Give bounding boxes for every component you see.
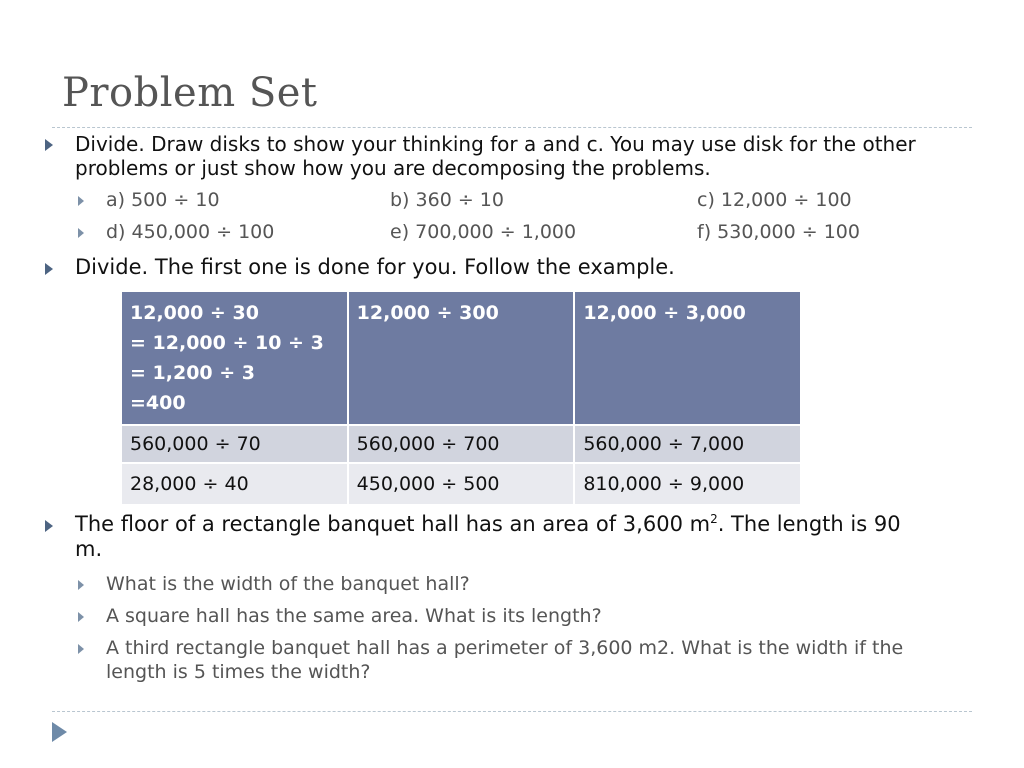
- table-row: [121, 463, 801, 505]
- sub-bullet-triangle-icon: [78, 194, 88, 206]
- table-cell: 560,000 ÷ 7,000: [574, 425, 801, 463]
- problem-e: e) 700,000 ÷ 1,000: [390, 221, 577, 243]
- slide-title: Problem Set: [62, 70, 318, 116]
- bullet3-text-a: The floor of a rectangle banquet hall has an area of 3,600 m: [75, 512, 711, 536]
- table-cell: 450,000 ÷ 500: [348, 463, 575, 505]
- bullet1-line2: problems or just show how you are decomposing the problems.: [75, 156, 711, 180]
- table-row: [121, 425, 801, 463]
- bullet3-line2: m.: [75, 537, 103, 561]
- division-table: [120, 290, 802, 506]
- problem-a: a) 500 ÷ 10: [106, 189, 220, 211]
- question-perimeter-line1: A third rectangle banquet hall has a perimeter of 3,600 m2. What is the width if the: [106, 637, 904, 659]
- title-divider: [52, 127, 972, 128]
- sub-bullet-triangle-icon: [78, 642, 88, 654]
- example-line: 12,000 ÷ 30: [130, 302, 259, 324]
- bullet3-text-b: . The length is 90: [717, 512, 901, 536]
- table-header-cell: [348, 291, 575, 425]
- table-cell: 810,000 ÷ 9,000: [574, 463, 801, 505]
- bullet2-text: Divide. The first one is done for you. Follow the example.: [75, 255, 675, 279]
- question-perimeter-line2: length is 5 times the width?: [106, 661, 371, 683]
- problem-d: d) 450,000 ÷ 100: [106, 221, 275, 243]
- question-width: What is the width of the banquet hall?: [106, 573, 470, 595]
- bullet-triangle-icon: [45, 261, 57, 275]
- bullet-triangle-icon: [45, 137, 57, 151]
- table-cell: 28,000 ÷ 40: [121, 463, 348, 505]
- question-square: A square hall has the same area. What is its length?: [106, 605, 602, 627]
- sub-bullet-triangle-icon: [78, 226, 88, 238]
- next-slide-arrow-icon[interactable]: [52, 722, 67, 742]
- table-header-row: [121, 291, 801, 425]
- problem-b: b) 360 ÷ 10: [390, 189, 504, 211]
- example-line: = 12,000 ÷ 10 ÷ 3: [130, 332, 324, 354]
- table-cell: 560,000 ÷ 700: [348, 425, 575, 463]
- bullet-triangle-icon: [45, 518, 57, 532]
- bullet3-line1: [75, 512, 901, 536]
- bullet1-line1: Divide. Draw disks to show your thinking for a and c. You may use disk for the other: [75, 132, 916, 156]
- example-line: = 1,200 ÷ 3: [130, 362, 256, 384]
- table-header-cell: [574, 291, 801, 425]
- header-problem: 12,000 ÷ 3,000: [583, 302, 746, 324]
- problem-f: f) 530,000 ÷ 100: [697, 221, 860, 243]
- sub-bullet-triangle-icon: [78, 610, 88, 622]
- example-line: =400: [130, 392, 186, 414]
- sub-bullet-triangle-icon: [78, 578, 88, 590]
- header-problem: 12,000 ÷ 300: [356, 302, 499, 324]
- footer-divider: [52, 711, 972, 712]
- table-cell: 560,000 ÷ 70: [121, 425, 348, 463]
- problem-c: c) 12,000 ÷ 100: [697, 189, 852, 211]
- table-header-cell: [121, 291, 348, 425]
- superscript-two: 2: [710, 512, 718, 526]
